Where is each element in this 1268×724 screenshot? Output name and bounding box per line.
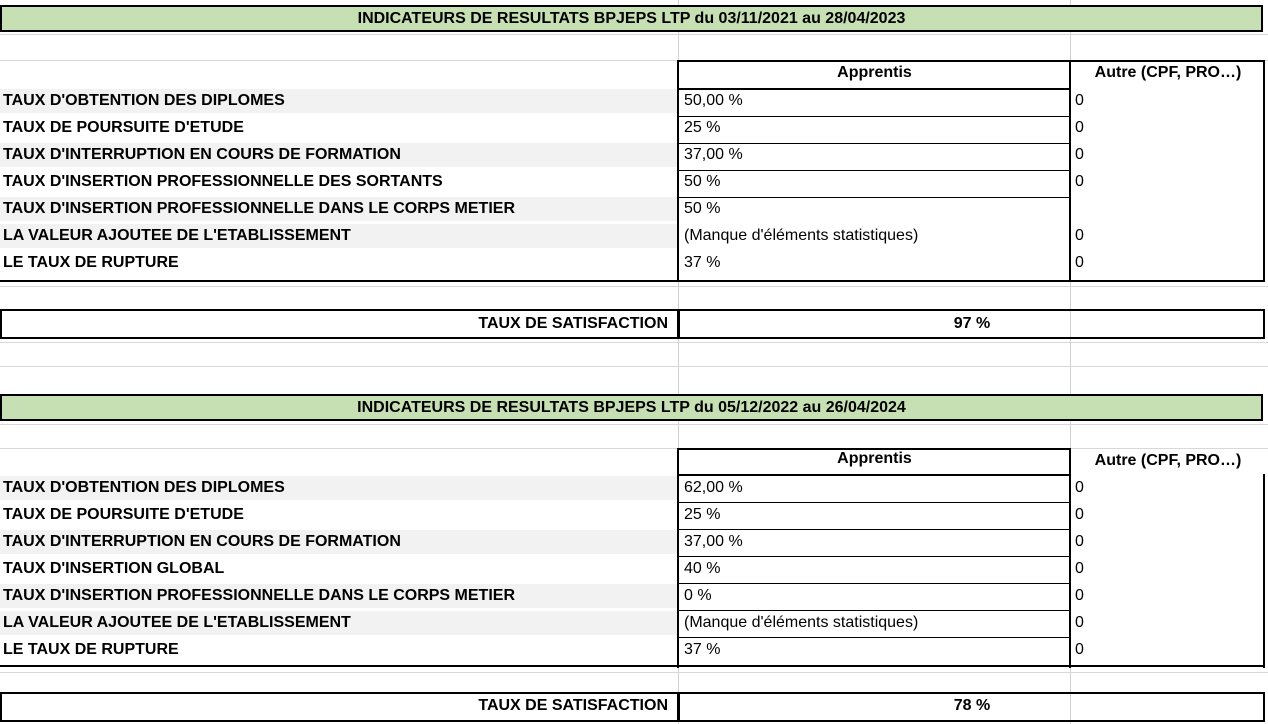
autre-value: 0 bbox=[1075, 254, 1084, 271]
row-label: TAUX D'INSERTION PROFESSIONNELLE DES SORTANTS bbox=[3, 173, 443, 190]
table-border bbox=[677, 60, 679, 282]
grid-line bbox=[0, 286, 1268, 287]
apprentis-value: 62,00 % bbox=[684, 479, 743, 496]
apprentis-value: 37,00 % bbox=[684, 533, 743, 550]
cell-border bbox=[679, 197, 1069, 198]
autre-value: 0 bbox=[1075, 506, 1084, 523]
row-label: LA VALEUR AJOUTEE DE L'ETABLISSEMENT bbox=[3, 614, 351, 631]
table-border bbox=[677, 60, 1265, 62]
autre-value: 0 bbox=[1075, 92, 1084, 109]
autre-value: 0 bbox=[1075, 614, 1084, 631]
satisfaction-label: TAUX DE SATISFACTION bbox=[478, 315, 668, 332]
cell-border bbox=[679, 502, 1069, 503]
apprentis-value: 50,00 % bbox=[684, 92, 743, 109]
apprentis-value: 50 % bbox=[684, 173, 721, 190]
row-label: LE TAUX DE RUPTURE bbox=[3, 254, 179, 271]
table-border bbox=[0, 665, 1265, 667]
satisfaction-label: TAUX DE SATISFACTION bbox=[478, 697, 668, 714]
grid-line bbox=[0, 424, 1268, 425]
cell-border bbox=[679, 637, 1069, 638]
apprentis-value: 37 % bbox=[684, 254, 721, 271]
apprentis-value: (Manque d'éléments statistiques) bbox=[684, 227, 919, 244]
autre-value: 0 bbox=[1075, 587, 1084, 604]
apprentis-value: 25 % bbox=[684, 506, 721, 523]
satisfaction-value: 78 % bbox=[953, 697, 991, 714]
row-label: TAUX DE POURSUITE D'ETUDE bbox=[3, 119, 244, 136]
apprentis-value: 37 % bbox=[684, 641, 721, 658]
row-label: LA VALEUR AJOUTEE DE L'ETABLISSEMENT bbox=[3, 227, 351, 244]
cell-border bbox=[679, 583, 1069, 584]
autre-value: 0 bbox=[1075, 119, 1084, 136]
row-label: TAUX D'OBTENTION DES DIPLOMES bbox=[3, 92, 285, 109]
apprentis-value: 0 % bbox=[684, 587, 712, 604]
column-header-autre: Autre (CPF, PRO…) bbox=[1094, 64, 1242, 81]
grid-line bbox=[0, 342, 1268, 343]
table-border bbox=[1263, 474, 1265, 668]
grid-line bbox=[0, 672, 1268, 673]
autre-value: 0 bbox=[1075, 146, 1084, 163]
apprentis-value: 40 % bbox=[684, 560, 721, 577]
table-border bbox=[1069, 60, 1071, 282]
table-border bbox=[677, 448, 679, 668]
table-border bbox=[1263, 60, 1265, 282]
table-border bbox=[0, 280, 1265, 282]
row-label: TAUX D'INSERTION PROFESSIONNELLE DANS LE CORPS METIER bbox=[3, 587, 515, 604]
cell-border bbox=[679, 170, 1069, 171]
table-border bbox=[1069, 448, 1071, 668]
row-label: TAUX D'INTERRUPTION EN COURS DE FORMATION bbox=[3, 533, 401, 550]
section-title: INDICATEURS DE RESULTATS BPJEPS LTP du 05/12/2022 au 26/04/2024 bbox=[0, 394, 1263, 421]
section-title: INDICATEURS DE RESULTATS BPJEPS LTP du 03/11/2021 au 28/04/2023 bbox=[0, 5, 1263, 32]
row-label: TAUX D'INSERTION GLOBAL bbox=[3, 560, 225, 577]
row-label: LE TAUX DE RUPTURE bbox=[3, 641, 179, 658]
row-label: TAUX D'INTERRUPTION EN COURS DE FORMATION bbox=[3, 146, 401, 163]
apprentis-value: 25 % bbox=[684, 119, 721, 136]
autre-value: 0 bbox=[1075, 533, 1084, 550]
apprentis-value: (Manque d'éléments statistiques) bbox=[684, 614, 919, 631]
autre-value: 0 bbox=[1075, 479, 1084, 496]
apprentis-value: 50 % bbox=[684, 200, 721, 217]
autre-value: 0 bbox=[1075, 227, 1084, 244]
autre-value: 0 bbox=[1075, 560, 1084, 577]
row-label: TAUX D'INSERTION PROFESSIONNELLE DANS LE CORPS METIER bbox=[3, 200, 515, 217]
column-header-apprentis: Apprentis bbox=[837, 64, 912, 81]
row-label: TAUX D'OBTENTION DES DIPLOMES bbox=[3, 479, 285, 496]
satisfaction-value: 97 % bbox=[953, 315, 991, 332]
cell-border bbox=[679, 116, 1069, 117]
column-header-apprentis: Apprentis bbox=[837, 450, 912, 467]
autre-value: 0 bbox=[1075, 173, 1084, 190]
autre-value: 0 bbox=[1075, 641, 1084, 658]
row-label: TAUX DE POURSUITE D'ETUDE bbox=[3, 506, 244, 523]
apprentis-value: 37,00 % bbox=[684, 146, 743, 163]
grid-line bbox=[0, 34, 1268, 35]
grid-line bbox=[0, 366, 1268, 367]
cell-border bbox=[679, 556, 1069, 557]
table-border bbox=[677, 448, 1071, 450]
column-header-autre: Autre (CPF, PRO…) bbox=[1094, 452, 1242, 469]
